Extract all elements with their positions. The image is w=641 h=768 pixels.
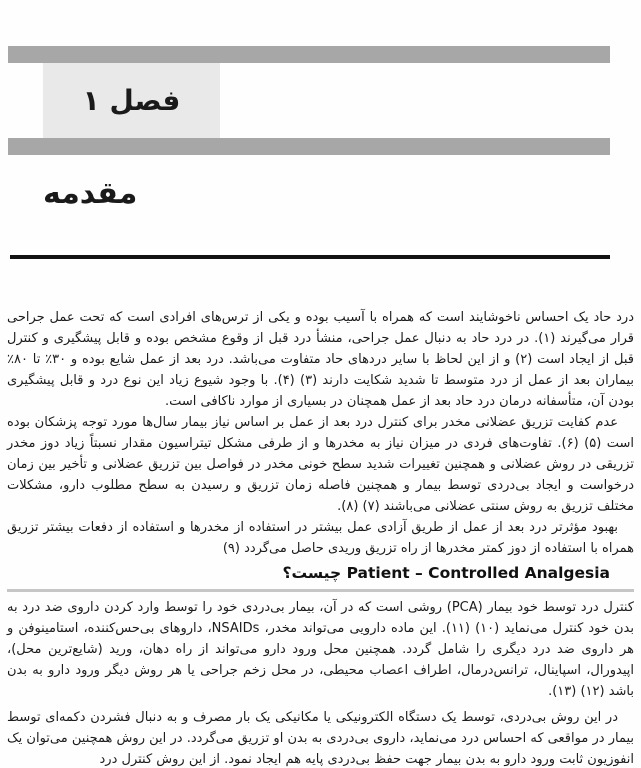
page-title: مقدمه [43, 176, 138, 211]
chapter-number-box [43, 63, 220, 138]
chapter-number-label: فصل ۱ [82, 84, 181, 117]
paragraph-pca-definition: کنترل درد توسط خود بیمار (PCA) روشی است که در آن، بیمار بی‌دردی خود را توسط وارد کردن داروی ضد درد به بدن خود کنترل می‌نماید (۱۰) (۱۱). این ماده دارویی می‌تواند مخدر، NSAIDs، داروهای بی‌حس‌کننده، استامینوفن و هر داروی ضد درد دیگری را شامل گردد. همچنین محل ورود دارو می‌تواند از راه دهان، ورید (شایع‌ترین محل)، اپیدورال، اسپاینال، ترانس‌درمال، اطراف اعصاب محیطی، در محل زخم جراحی یا هر روش دیگر ورود دارو به بدن باشد (۱۲) (۱۳). [7, 600, 634, 699]
header-bottom-bar [8, 138, 610, 155]
paragraph-im-injection-problems: عدم کفایت تزریق عضلانی مخدر برای کنترل درد بعد از عمل بر اساس نیاز بیمار سال‌ها مورد توجه پزشکان بوده است (۵) (۶). تفاوت‌های فردی در میزان نیاز به مخدرها و از طرفی مشکل تیتراسیون مقدار نسبتاً زیاد دوز مخدر تزریقی در روش عضلانی و همچنین تغییرات شدید سطح خونی مخدر در فواصل بین تزریق عضلانی و تأخیر بین زمان درخواست و ایجاد بی‌دردی توسط بیمار و همچنین فاصله زمان تزریق و رسیدن به سطح مطلوب دارو، مشکلات مختلف تزریق به روش سنتی عضلانی می‌باشند (۷) (۸). [7, 415, 635, 514]
paragraph-acute-pain: درد حاد یک احساس ناخوشایند است که همراه با آسیب بوده و یکی از ترس‌های افرادی است که تحت عمل جراحی قرار می‌گیرند (۱). در درد حاد به دنبال عمل جراحی، منشأ درد قبل از وقوع مشخص بوده و قابل پیشگیری و کنترل قبل از ایجاد است (۲) و از این لحاظ با سایر دردهای حاد متفاوت می‌باشد. درد بعد از عمل شایع بوده و ۳۰٪ تا ۸۰٪ بیماران بعد از عمل از درد متوسط تا شدید شکایت دارند (۳) (۴). با وجود شیوع زیاد این نوع درد و قابل پیشگیری بودن آن، متأسفانه درمان درد حاد بعد از عمل همچنان در بسیاری از موارد ناکافی است. [7, 310, 634, 409]
section-heading-underline [7, 589, 634, 592]
section-heading-pca: Patient – Controlled Analgesia چیست؟ [282, 564, 610, 582]
header-top-bar [8, 46, 610, 63]
paragraph-iv-improvement: بهبود مؤثرتر درد بعد از عمل از طریق آزادی عمل بیشتر در استفاده از مخدرها و استفاده از دفعات بیشتر تزریق همراه با استفاده از دوز کمتر مخدرها از راه تزریق وریدی حاصل می‌گردد (۹) [7, 520, 634, 556]
body-text [7, 307, 634, 768]
title-rule [10, 255, 610, 259]
paragraph-pca-device: در این روش بی‌دردی، توسط یک دستگاه الکترونیکی یا مکانیکی یک بار مصرف و به دنبال فشردن دکمه‌ای توسط بیمار در مواقعی که احساس درد می‌نماید، داروی بی‌دردی به بدن او تزریق می‌گردد. در این روش همچنین می‌توان یک انفوزیون ثابت ورود دارو به بدن بیمار جهت حفظ بی‌دردی پایه هم ایجاد نمود. از این روش کنترل درد [7, 710, 634, 767]
